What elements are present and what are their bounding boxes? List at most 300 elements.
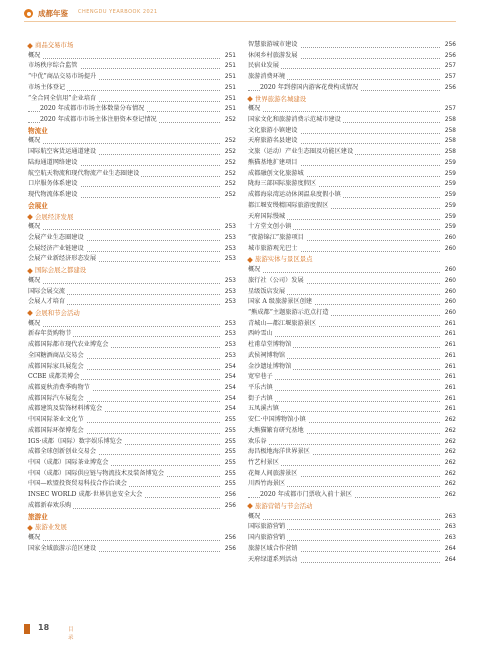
toc-entry: [248, 469, 456, 480]
toc-page-number: 254: [223, 372, 236, 383]
toc-page-number: 256: [223, 544, 236, 555]
toc-page-number: 261: [443, 394, 456, 405]
toc-page-number: 264: [443, 544, 456, 555]
toc-page-number: 253: [223, 222, 236, 233]
toc-section-heading: [28, 201, 236, 212]
toc-page-number: 251: [223, 51, 236, 62]
toc-entry: [248, 190, 456, 201]
toc-entry: [248, 40, 456, 51]
header-subtitle: CHENGDU YEARBOOK 2021: [78, 9, 158, 15]
toc-entry-title: 星级饭店发展: [248, 287, 286, 295]
toc-page-number: 254: [223, 362, 236, 373]
toc-entry: [248, 415, 456, 426]
toc-entry-title: 成都建筑及装饰材料博览会: [28, 405, 103, 413]
toc-entry-title: 概况: [28, 276, 41, 284]
toc-entry: [28, 61, 236, 72]
toc-entry-title: 旅游营销与节会活动: [255, 501, 313, 510]
toc-entry-title: 金沙遗址博物馆: [248, 362, 292, 370]
toc-subsection-heading: [28, 522, 236, 533]
toc-entry-title: 安仁·中国博物馆小镇: [248, 416, 306, 424]
toc-entry-title: 会展人才培育: [28, 298, 66, 306]
toc-page-number: 253: [223, 351, 236, 362]
toc-page-number: 254: [223, 404, 236, 415]
toc-entry-title: 欢乐谷: [248, 437, 267, 445]
toc-entry: [28, 222, 236, 233]
toc-entry-title: 陆海通道网络建设: [28, 158, 78, 166]
toc-entry-title: 竹艺村景区: [248, 459, 279, 467]
toc-subsection-heading: [248, 501, 456, 512]
toc-entry-title: 概况: [248, 512, 261, 520]
toc-entry-title: 成都国际环保博览会: [28, 426, 84, 434]
toc-entry-title: 熊猫基地扩建项目: [248, 158, 298, 166]
dot-leader: [248, 401, 440, 402]
dot-leader: [248, 390, 440, 391]
toc-page-number: 252: [223, 179, 236, 190]
toc-entry-title: 成都融创文化旅游城: [248, 169, 304, 177]
toc-entry: [28, 501, 236, 512]
toc-entry-title: 全国糖酒商品交易会: [28, 351, 84, 359]
toc-entry: [248, 72, 456, 83]
toc-entry: [248, 555, 456, 566]
dot-leader: [248, 519, 440, 520]
toc-entry-title: 成都国际汽车展览会: [28, 394, 84, 402]
toc-entry: [28, 72, 236, 83]
toc-page-number: 263: [443, 533, 456, 544]
toc-page-number: 259: [443, 222, 456, 233]
toc-entry: [248, 179, 456, 190]
toc-entry-title: 中国（成都）国际供应链与物流技术及装备博览会: [28, 469, 165, 477]
toc-entry-title: 智慧旅游城市建设: [248, 41, 298, 48]
toc-entry-title: 航空航天物流和现代物流产业生态圈建设: [28, 169, 140, 177]
dot-leader: [28, 283, 220, 284]
toc-page-number: 258: [443, 136, 456, 147]
toc-entry-title: 民宿业发展: [248, 62, 279, 70]
toc-entry-title: 中国国际茶业文化节: [28, 416, 84, 424]
toc-subsection-heading: [248, 94, 456, 105]
toc-page-number: 255: [223, 437, 236, 448]
toc-entry: [248, 126, 456, 137]
toc-entry: [28, 447, 236, 458]
dot-leader: [248, 111, 440, 112]
footer-label: 目 录: [68, 627, 76, 641]
toc-page-number: 256: [223, 490, 236, 501]
toc-entry: [28, 415, 236, 426]
toc-entry: [28, 94, 236, 105]
toc-entry-title: 市场主体登记: [28, 83, 66, 91]
toc-page-number: 251: [223, 72, 236, 83]
toc-entry-title: 会展产业生态圈建设: [28, 233, 84, 241]
toc-section-heading: [28, 126, 236, 137]
toc-entry-title: 旅游业发展: [35, 523, 67, 532]
toc-entry-title: 成都新春欢乐购: [28, 501, 72, 509]
toc-entry: [248, 169, 456, 180]
toc-entry: [248, 340, 456, 351]
toc-page-number: 259: [443, 190, 456, 201]
toc-entry: [248, 115, 456, 126]
toc-page-number: 262: [443, 458, 456, 469]
toc-entry-title: 天府国际慢城: [248, 212, 286, 220]
toc-entry-title: 都江堰安缦精国际旅游度假区: [248, 201, 329, 209]
toc-entry: [28, 394, 236, 405]
toc-page-number: 260: [443, 265, 456, 276]
toc-entry: [28, 533, 236, 544]
toc-entry: [28, 372, 236, 383]
toc-page-number: 256: [443, 51, 456, 62]
toc-entry: [248, 308, 456, 319]
toc-entry: [248, 201, 456, 212]
header-title: 成都年鉴: [38, 9, 68, 18]
toc-entry-title: 2020 年到蓉国内游客花费构成情况: [260, 83, 359, 91]
toc-entry-title: 国际旅游营销: [248, 523, 286, 531]
toc-entry: [248, 329, 456, 340]
toc-entry-title: 花舞人间旅游景区: [248, 469, 298, 477]
toc-entry: [248, 233, 456, 244]
toc-page-number: 260: [443, 308, 456, 319]
page-header: [0, 0, 480, 26]
toc-page-number: 251: [223, 94, 236, 105]
toc-page-number: 256: [223, 533, 236, 544]
toc-page-number: 262: [443, 490, 456, 501]
toc-entry: [28, 404, 236, 415]
toc-page-number: 255: [223, 458, 236, 469]
toc-page-number: 256: [223, 501, 236, 512]
toc-entry-title: 国际会展之都建设: [35, 266, 87, 275]
toc-entry-title: 概况: [28, 534, 41, 542]
toc-page-number: 254: [223, 394, 236, 405]
dot-leader: [248, 444, 440, 445]
toc-entry-title: 概况: [28, 137, 41, 145]
toc-entry: [248, 522, 456, 533]
toc-entry: [28, 244, 236, 255]
toc-entry-title: 2020 年成都市市场主体数量分布情况: [40, 105, 145, 113]
toc-page-number: 251: [223, 83, 236, 94]
toc-page-number: 257: [443, 72, 456, 83]
toc-page-number: 262: [443, 415, 456, 426]
toc-entry-title: IGS·成都（国际）数字娱乐博览会: [28, 437, 123, 445]
toc-entry: [248, 351, 456, 362]
toc-page-number: 258: [443, 126, 456, 137]
diamond-bullet-icon: [27, 268, 33, 274]
toc-page-number: 253: [223, 319, 236, 330]
toc-entry: [248, 244, 456, 255]
toc-page-number: 260: [443, 244, 456, 255]
toc-entry-title: 2020 年成都市市场主体注册资本登记情况: [40, 116, 157, 124]
toc-page-number: 253: [223, 254, 236, 265]
diamond-bullet-icon: [27, 311, 33, 317]
footer-mark-icon: [24, 624, 30, 634]
toc-entry: [248, 61, 456, 72]
toc-entry: [248, 383, 456, 394]
toc-entry-title: INSEC WORLD 成都·世界信息安全大会: [28, 491, 143, 499]
toc-entry-title: 中国—欧盟投资贸易科技合作洽谈会: [28, 480, 127, 488]
toc-page-number: 262: [443, 426, 456, 437]
toc-entry-title: 概况: [28, 51, 41, 59]
dot-leader: [248, 379, 440, 380]
toc-entry: [248, 490, 456, 501]
toc-page-number: 261: [443, 404, 456, 415]
toc-page-number: 254: [223, 383, 236, 394]
toc-section-heading: [28, 512, 236, 523]
toc-entry-title: 旅游业: [28, 512, 48, 521]
toc-entry-title: 概况: [28, 223, 41, 231]
toc-entry: [28, 362, 236, 373]
toc-entry: [28, 83, 236, 94]
toc-entry-title: CCBE 成都美博会: [28, 373, 80, 381]
toc-entry-title: 成都全球创新创业交易会: [28, 448, 97, 456]
toc-entry: [28, 136, 236, 147]
toc-page-number: 259: [443, 179, 456, 190]
toc-page-number: 253: [223, 244, 236, 255]
toc-page-number: 252: [223, 115, 236, 126]
toc-entry-title: 市场秩序综合监管: [28, 62, 78, 70]
dot-leader: [28, 143, 220, 144]
toc-entry-title: 天府绿道系列活动: [248, 555, 298, 563]
toc-page-number: 260: [443, 276, 456, 287]
toc-entry: [28, 340, 236, 351]
toc-entry-title: 商品交易市场: [35, 41, 74, 49]
toc-subsection-heading: [248, 254, 456, 265]
toc-entry: [248, 512, 456, 523]
dot-leader: [28, 229, 220, 230]
toc-entry-title: 会展和节会活动: [35, 308, 80, 317]
toc-page-number: 262: [443, 437, 456, 448]
diamond-bullet-icon: [247, 96, 253, 102]
toc-entry-title: 旅游消费环境: [248, 73, 286, 81]
toc-entry-title: 海昌极地海洋世界景区: [248, 448, 310, 456]
toc-entry-title: 武侯祠博物馆: [248, 351, 286, 359]
toc-entry-title: “中优”商品交易市场提升: [28, 73, 97, 81]
toc-entry-title: 世界旅游名城建设: [255, 94, 307, 103]
toc-entry-title: 国际会展交流: [28, 287, 66, 295]
toc-entry: [28, 233, 236, 244]
toc-page-number: 256: [443, 40, 456, 51]
toc-entry: [248, 319, 456, 330]
page-number: 18: [38, 623, 50, 632]
toc-entry: [248, 533, 456, 544]
toc-entry-title: 口岸服务体系建设: [28, 180, 78, 188]
toc-entry-title: 2020 年成都市门票收入前十景区: [260, 491, 352, 499]
toc-entry: [248, 297, 456, 308]
toc-page-number: 261: [443, 319, 456, 330]
toc-subsection-heading: [28, 40, 236, 51]
toc-entry-title: 概况: [248, 105, 261, 113]
toc-page-number: 253: [223, 340, 236, 351]
toc-page-number: 251: [223, 61, 236, 72]
toc-subsection-heading: [28, 308, 236, 319]
toc-entry-title: 陇海三部国际旅游度假区: [248, 180, 317, 188]
dot-leader: [28, 58, 220, 59]
toc-entry: [28, 351, 236, 362]
toc-page-number: 263: [443, 522, 456, 533]
toc-entry-title: 青城山—都江堰旅游景区: [248, 319, 317, 327]
toc-entry: [28, 179, 236, 190]
toc-entry-title: 现代物流体系建设: [28, 191, 78, 199]
diamond-bullet-icon: [27, 43, 33, 49]
toc-page-number: 251: [223, 104, 236, 115]
header-divider: [24, 21, 456, 22]
toc-right-column: [248, 40, 456, 565]
toc-entry: [248, 51, 456, 62]
toc-page-number: 263: [443, 512, 456, 523]
toc-entry: [248, 394, 456, 405]
toc-entry: [248, 136, 456, 147]
toc-entry-title: 成都国际都市现代农业博览会: [28, 341, 109, 349]
toc-page-number: 260: [443, 287, 456, 298]
toc-entry-title: 会展产业新经济形态发展: [28, 255, 97, 263]
toc-entry: [248, 83, 456, 94]
toc-page-number: 259: [443, 158, 456, 169]
diamond-bullet-icon: [27, 214, 33, 220]
toc-entry: [28, 190, 236, 201]
toc-page-number: 262: [443, 447, 456, 458]
toc-page-number: 260: [443, 297, 456, 308]
toc-entry-title: “熊成都”主题旅游示范点打造: [248, 308, 329, 316]
toc-entry-title: 国家 A 级旅游景区创建: [248, 298, 313, 306]
toc-entry: [28, 115, 236, 126]
toc-entry-title: 新春年货购物节: [28, 330, 72, 338]
diamond-bullet-icon: [27, 525, 33, 531]
toc-entry: [248, 447, 456, 458]
toc-entry-title: 中国（成都）国际茶业博览会: [28, 459, 109, 467]
toc-page-number: 257: [443, 104, 456, 115]
toc-entry-title: 街子古镇: [248, 394, 273, 402]
toc-entry: [28, 469, 236, 480]
toc-page-number: 253: [223, 297, 236, 308]
toc-entry-title: 旅游区域合作营销: [248, 544, 298, 552]
toc-entry-title: 成都海泉湾运动休闲温泉度假小镇: [248, 191, 341, 199]
toc-entry: [28, 329, 236, 340]
toc-entry-title: “全合同全信用”企业培育: [28, 94, 97, 102]
toc-entry: [28, 383, 236, 394]
toc-entry: [28, 254, 236, 265]
toc-entry-title: 旅行社（公司）发展: [248, 276, 304, 284]
toc-entry-title: 国家文化和旅游消费示范城市建设: [248, 116, 341, 124]
toc-entry: [248, 222, 456, 233]
toc-entry-title: 五凤溪古镇: [248, 405, 279, 413]
toc-left-column: [28, 40, 236, 555]
toc-page-number: 252: [223, 158, 236, 169]
toc-entry: [248, 147, 456, 158]
toc-page-number: 258: [443, 147, 456, 158]
toc-page-number: 261: [443, 383, 456, 394]
toc-entry: [28, 479, 236, 490]
toc-entry-title: 大熊猫繁育研究基地: [248, 426, 304, 434]
toc-entry: [28, 104, 236, 115]
toc-entry-title: 文化旅游小镇建设: [248, 126, 298, 134]
toc-entry-title: 西岭雪山: [248, 330, 273, 338]
toc-page-number: 252: [223, 190, 236, 201]
toc-page-number: 259: [443, 212, 456, 223]
toc-page-number: 259: [443, 169, 456, 180]
toc-page-number: 264: [443, 555, 456, 566]
toc-page-number: 253: [223, 233, 236, 244]
toc-subsection-heading: [28, 265, 236, 276]
toc-entry: [248, 426, 456, 437]
toc-entry: [248, 265, 456, 276]
toc-entry-title: 成都夏秋消费季购物节: [28, 384, 90, 391]
toc-entry-title: 会展业: [28, 201, 48, 210]
toc-page-number: 262: [443, 479, 456, 490]
toc-entry: [248, 479, 456, 490]
toc-entry: [28, 437, 236, 448]
toc-entry: [28, 490, 236, 501]
toc-entry: [28, 319, 236, 330]
toc-entry: [248, 544, 456, 555]
toc-entry: [248, 212, 456, 223]
toc-entry: [248, 104, 456, 115]
toc-entry-title: 概况: [248, 266, 261, 274]
toc-entry: [28, 297, 236, 308]
toc-entry-title: 川西竹海景区: [248, 480, 286, 488]
toc-entry-title: 杜甫草堂博物馆: [248, 341, 292, 349]
toc-entry-title: 国内旅游营销: [248, 534, 286, 542]
toc-page-number: 262: [443, 469, 456, 480]
toc-entry-title: 十方堂文创小镇: [248, 223, 292, 231]
toc-entry: [28, 51, 236, 62]
dot-leader: [28, 540, 220, 541]
toc-entry: [28, 458, 236, 469]
toc-entry: [28, 544, 236, 555]
toc-page-number: 255: [223, 447, 236, 458]
toc-entry-title: 会展经济发展: [35, 212, 74, 221]
toc-page-number: 260: [443, 233, 456, 244]
toc-page-number: 255: [223, 415, 236, 426]
toc-subsection-heading: [28, 212, 236, 223]
toc-page-number: 261: [443, 351, 456, 362]
toc-entry-title: 成都国际家具展览会: [28, 362, 84, 370]
diamond-bullet-icon: [247, 257, 253, 263]
toc-entry-title: 平乐古镇: [248, 384, 273, 391]
toc-page-number: 261: [443, 362, 456, 373]
toc-entry: [248, 437, 456, 448]
toc-entry: [28, 276, 236, 287]
toc-entry: [248, 404, 456, 415]
toc-page-number: 256: [443, 83, 456, 94]
toc-entry-title: 国际航空客货运通道建设: [28, 148, 97, 156]
toc-entry-title: 旅游实体与景区景点: [255, 255, 313, 264]
toc-page-number: 253: [223, 276, 236, 287]
toc-entry: [248, 287, 456, 298]
toc-entry: [28, 287, 236, 298]
toc-entry-title: “夜游锦江”旅游项目: [248, 233, 304, 241]
dot-leader: [28, 326, 220, 327]
yearbook-logo-icon: [24, 9, 33, 18]
toc-page-number: 253: [223, 329, 236, 340]
toc-entry-title: 城市旅游观光巴士: [248, 244, 298, 252]
toc-page-number: 253: [223, 287, 236, 298]
toc-page-number: 255: [223, 426, 236, 437]
toc-entry: [248, 276, 456, 287]
toc-page-number: 258: [443, 115, 456, 126]
toc-page-number: 261: [443, 372, 456, 383]
toc-page-number: 252: [223, 169, 236, 180]
toc-entry: [248, 372, 456, 383]
toc-page-number: 255: [223, 479, 236, 490]
toc-entry: [28, 158, 236, 169]
toc-entry: [248, 362, 456, 373]
toc-page-number: 259: [443, 201, 456, 212]
toc-page-number: 255: [223, 469, 236, 480]
diamond-bullet-icon: [247, 504, 253, 510]
toc-entry-title: 休闲乡村旅游发展: [248, 51, 298, 59]
toc-entry-title: 宽窄巷子: [248, 373, 273, 381]
dot-leader: [248, 272, 440, 273]
toc-entry: [248, 158, 456, 169]
toc-entry-title: 文旅（运动）产业生态圈及功能区建设: [248, 148, 354, 156]
dot-leader: [248, 336, 440, 337]
toc-entry: [28, 169, 236, 180]
toc-entry-title: 国家全域旅游示范区建设: [28, 544, 97, 552]
